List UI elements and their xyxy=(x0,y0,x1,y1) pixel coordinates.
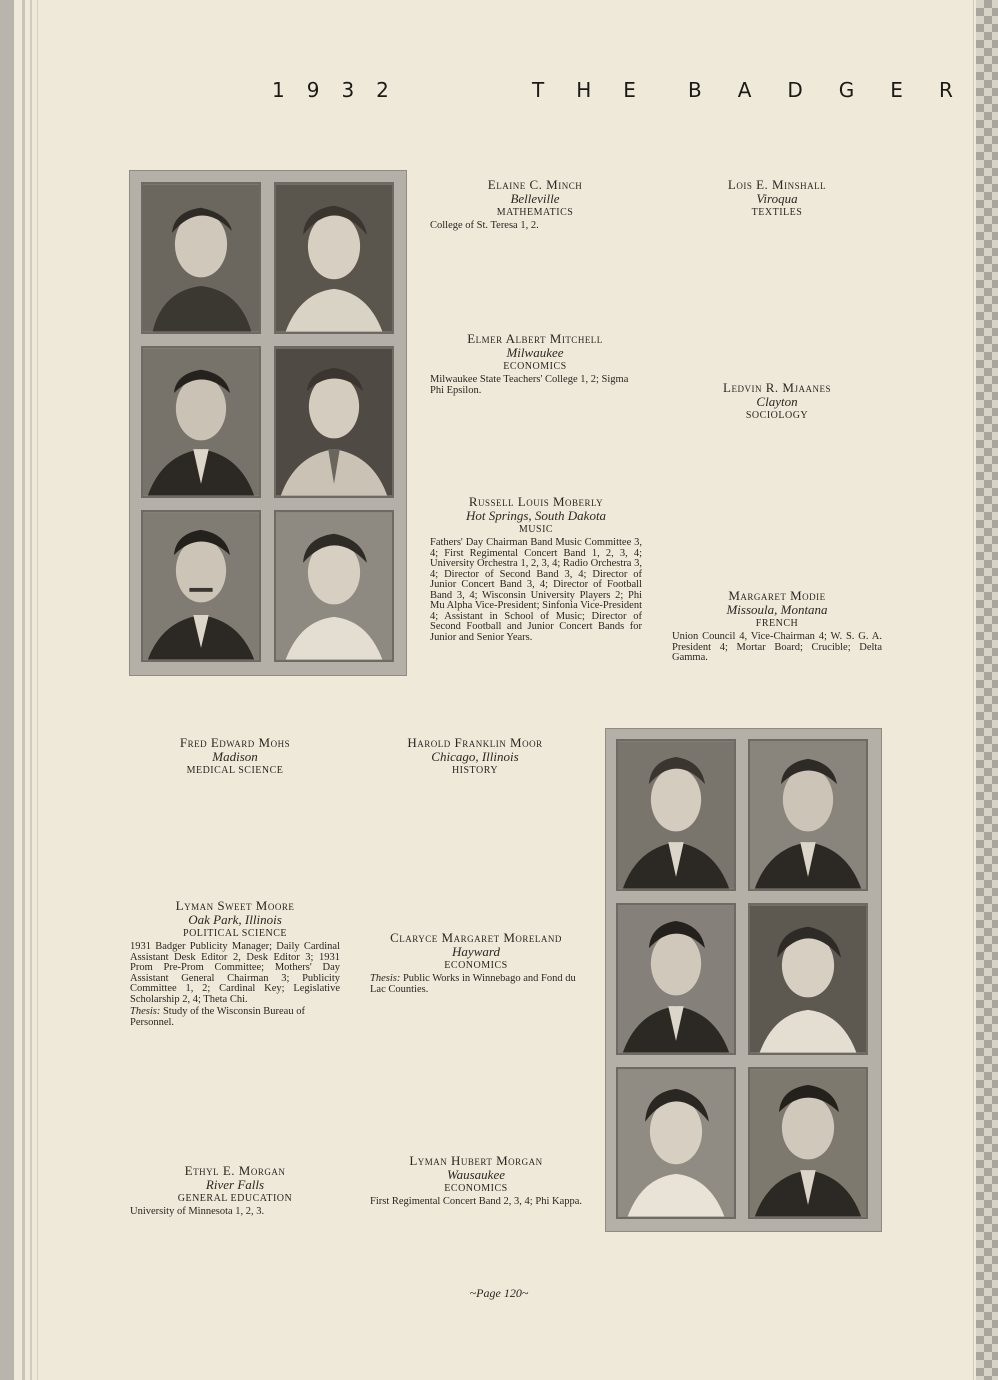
left-border-stripe xyxy=(0,0,14,1380)
student-city: Milwaukee xyxy=(506,345,564,360)
right-border-line xyxy=(973,0,974,1380)
student-name: Margaret Modie xyxy=(728,588,826,603)
student-entry xyxy=(672,589,882,664)
header-title-the: THE xyxy=(532,78,668,102)
student-entry xyxy=(370,931,582,995)
student-name: Lyman Sweet Moore xyxy=(175,898,295,913)
portrait-photo xyxy=(141,510,261,662)
student-name: Fred Edward Mohs xyxy=(179,735,291,750)
portrait-photo xyxy=(616,1067,736,1219)
student-city: Clayton xyxy=(756,394,798,409)
student-name: Lyman Hubert Morgan xyxy=(409,1153,543,1168)
student-name: Ethyl E. Morgan xyxy=(184,1163,286,1178)
portrait-photo xyxy=(141,346,261,498)
right-diamond-border xyxy=(976,0,998,1380)
student-name: Elmer Albert Mitchell xyxy=(467,331,603,346)
student-entry xyxy=(130,1164,340,1218)
student-city: Missoula, Montana xyxy=(726,602,828,617)
portrait-photo xyxy=(274,182,394,334)
portrait-photo xyxy=(274,510,394,662)
student-major: ECONOMICS xyxy=(444,1183,508,1194)
student-activities: Milwaukee State Teachers' College 1, 2; Sigma Phi Epsilon. xyxy=(430,374,629,396)
student-entry xyxy=(672,381,882,422)
student-name: Elaine C. Minch xyxy=(487,177,583,192)
thesis-label: Thesis: xyxy=(130,1006,161,1017)
student-city: Belleville xyxy=(510,191,560,206)
header-title-badger: BADGER xyxy=(688,78,989,102)
student-name: Russell Louis Moberly xyxy=(468,494,604,509)
student-city: Oak Park, Illinois xyxy=(188,912,282,927)
portrait-photo xyxy=(141,182,261,334)
student-city: Viroqua xyxy=(756,191,798,206)
portrait-photo xyxy=(748,739,868,891)
student-activities: First Regimental Concert Band 2, 3, 4; Phi Kappa. xyxy=(370,1196,583,1207)
student-major: ECONOMICS xyxy=(444,960,508,971)
student-thesis xyxy=(130,1007,340,1028)
student-major: HISTORY xyxy=(451,765,499,776)
header-year: 1932 xyxy=(272,78,411,102)
student-name: Harold Franklin Moor xyxy=(407,735,543,750)
portrait-photo xyxy=(748,903,868,1055)
left-border-line xyxy=(37,0,38,1380)
student-activities: 1931 Badger Publicity Manager; Daily Cardinal Assistant Desk Editor 2, Desk Editor 3; 1931 Prom Pre-Prom Committee; Mothers' Day Assistant General Chairman 3; Publicity Committee 1, 2; Cardinal Key; Legislative Scholarship 2, 4; Theta Chi. xyxy=(130,941,340,1005)
portrait-photo xyxy=(748,1067,868,1219)
student-major: MUSIC xyxy=(518,524,554,535)
student-name: Lois E. Minshall xyxy=(727,177,827,192)
student-major: MATHEMATICS xyxy=(496,207,574,218)
student-city: River Falls xyxy=(205,1177,265,1192)
portrait-photo xyxy=(274,346,394,498)
student-major: MEDICAL SCIENCE xyxy=(186,765,284,776)
student-major: GENERAL EDUCATION xyxy=(177,1193,293,1204)
student-entry xyxy=(130,899,340,1028)
student-activities: Union Council 4, Vice-Chairman 4; W. S. G. A. President 4; Mortar Board; Crucible; Delta Gamma. xyxy=(672,631,882,663)
photo-panel-bottom xyxy=(605,728,882,1232)
student-major: POLITICAL SCIENCE xyxy=(183,928,287,939)
student-city: Madison xyxy=(212,749,258,764)
student-thesis xyxy=(370,974,582,995)
student-activities: College of St. Teresa 1, 2. xyxy=(430,220,539,231)
student-entry xyxy=(430,332,640,396)
student-name: Claryce Margaret Moreland xyxy=(390,930,562,945)
thesis-text: Study of the Wisconsin Bureau of Personnel. xyxy=(130,1006,305,1028)
portrait-photo xyxy=(616,903,736,1055)
student-major: TEXTILES xyxy=(751,207,803,218)
portrait-photo xyxy=(616,739,736,891)
left-border-line xyxy=(30,0,32,1380)
page-number: ~Page 120~ xyxy=(469,1286,529,1300)
student-city: Hot Springs, South Dakota xyxy=(465,508,607,523)
student-major: FRENCH xyxy=(755,618,799,629)
thesis-text: Public Works in Winnebago and Fond du Lac Counties. xyxy=(370,973,576,995)
student-entry xyxy=(430,495,642,643)
photo-panel-top xyxy=(129,170,407,676)
student-activities: Fathers' Day Chairman Band Music Committee 3, 4; First Regimental Concert Band 1, 2, 3, 4; University Orchestra 1, 2, 3, 4; Radio Orchestra 3, 4; Director of Second Band 3, 4; Director of Junior Concert Band 3, 4; Director of Football Band 3, 4; Wisconsin University Players 2; Phi Mu Alpha Vice-President; Sinfonia Vice-President 4; Assistant in School of Music; Director of Second Football and Junior Concert Bands for Junior and Senior Years. xyxy=(430,537,642,643)
student-city: Wausaukee xyxy=(446,1167,505,1182)
student-entry xyxy=(430,178,640,232)
student-entry xyxy=(370,736,580,777)
thesis-label: Thesis: xyxy=(370,973,401,984)
student-entry xyxy=(370,1154,582,1208)
student-entry xyxy=(130,736,340,777)
student-major: SOCIOLOGY xyxy=(745,410,809,421)
student-name: Ledvin R. Mjaanes xyxy=(723,380,831,395)
student-major: ECONOMICS xyxy=(503,361,567,372)
student-activities: University of Minnesota 1, 2, 3. xyxy=(130,1206,265,1217)
student-entry xyxy=(672,178,882,219)
left-border-line xyxy=(22,0,25,1380)
student-city: Hayward xyxy=(452,944,500,959)
student-city: Chicago, Illinois xyxy=(431,749,519,764)
